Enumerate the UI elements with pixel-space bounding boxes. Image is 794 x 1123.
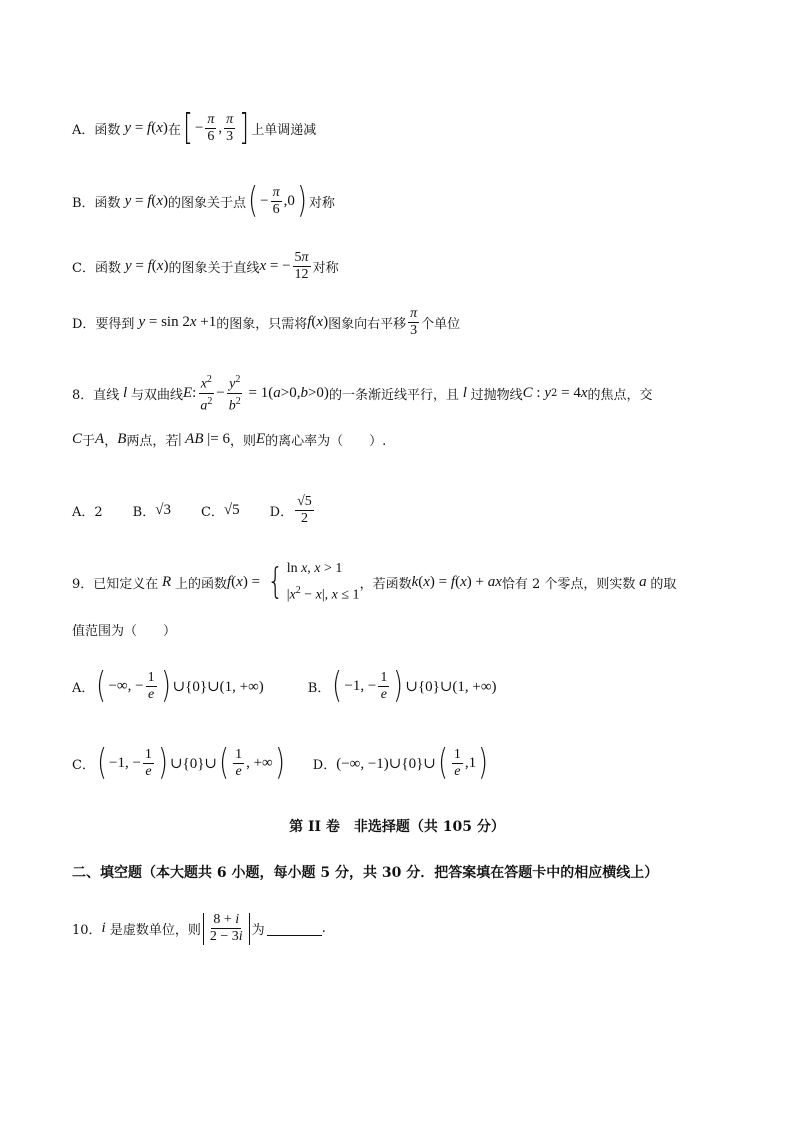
q8-option-a: A．2 [72,505,103,520]
piecewise: { ln x, x > 1 $|x^2 - x|$, x ≤ 1 [267,561,360,603]
section2-heading: 二、填空题（本大题共 6 小题，每小题 5 分，共 30 分．把答案填在答题卡中的相应横线上） [72,865,659,881]
q8-stem-line1: 8．直线 l 与双曲线 E : $\frac{x^2}{a^2}$ − $\frac{y^2}{b^2}$ = 1( a >0, b >0) 的一条渐近线平行，且 l 过抛物线 C : y 2 = 4 x 的焦点，交 [72,374,653,414]
q9-option-c: C． [72,757,95,773]
q7-option-a: A．函数 y = f ( x ) 在 [ − $\frac{\pi}{6}$ , $\frac{\pi}{3}$ ] 上单调递减 [72,107,317,148]
q7-option-d: D．要得到 y = sin 2 x +1 的图象，只需将 f ( x ) 图象向右平移 $\frac{\pi}{3}$ 个单位 [72,306,461,338]
right-bracket: ] [239,107,250,148]
q8-stem-line2: C 于 A ， B 两点，若 | AB |= 6 ，则 E 的离心率为（ ）. [72,431,387,449]
q8-option-b: B． [132,505,156,520]
q8-option-c: C． [200,505,224,520]
q9-stem-line2: 值范围为（ ） [72,624,177,639]
q7-option-b: B．函数 y = f ( x ) 的图象关于点 ( − $\frac{\pi}{6}$ ,0 ) 对称 [72,180,335,221]
q9-option-d: D． [312,757,337,773]
q9-option-b: B． [307,680,331,696]
q9-options-cd: C． ( −1, − $\frac{1}{e}$ ) ∪{0}∪ ( $\frac{1}{e}$ , +∞ ) D． (−∞, −1)∪{0}∪ ( $\frac{1}{e}$ ,1 ) [72,742,489,783]
answer-blank[interactable] [267,921,322,936]
q9-options-ab: A． ( −∞, − $\frac{1}{e}$ ) ∪{0}∪(1, +∞) B． ( −1, − $\frac{1}{e}$ ) ∪{0}∪(1, +∞) [72,665,497,706]
q8-option-d: D． [269,505,294,520]
q9-option-a: A． [72,680,95,696]
q8-options: A．2 B． √3 C． √5 D． $\frac{√5}{2}$ [72,494,312,526]
q7-option-c: C．函数 y = f ( x ) 的图象关于直线 x = − $\frac{5\pi}{12}$ 对称 [72,250,339,282]
part2-heading: 第 II 卷 非选择题（共 105 分） [289,819,505,835]
left-bracket: [ [182,107,193,148]
q9-stem-line1: 9．已知定义在 R 上的函数 f ( x ) = { ln x, x > 1 $|x^2 - x|$, x ≤ 1 ，若函数 k ( x ) = f ( x ) + ax 恰有 2 个零点，则实数 a 的取 [72,558,676,607]
q10: 10． i 是虚数单位，则 $\frac{8 + i}{2 - 3i}$ 为 . [72,912,326,944]
